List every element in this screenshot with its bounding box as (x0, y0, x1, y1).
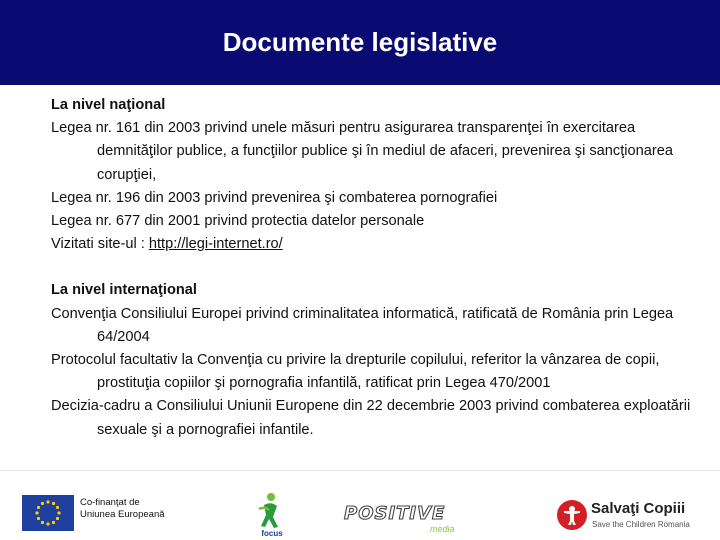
focus-label: focus (261, 529, 283, 538)
visit-line (51, 233, 691, 256)
save-the-children-name: Salvaţi Copiii (591, 500, 686, 517)
eu-caption (80, 497, 190, 521)
visit-text: Vizitati site-ul : (51, 236, 149, 253)
section-gap (51, 256, 691, 279)
positive-media-sub: media (430, 524, 455, 534)
international-item-1: Convenţia Consiliului Europei privind criminalitatea informatică, ratificată de România prin Legea 64/2004 (51, 305, 674, 345)
national-heading: La nivel naţional (51, 97, 166, 113)
footer-divider (0, 470, 720, 471)
save-the-children-tagline: Save the Children Romania (592, 520, 690, 529)
national-item-2: Legea nr. 196 din 2003 privind prevenirea şi combaterea pornografiei (51, 189, 498, 206)
eu-stars-icon (22, 495, 74, 531)
page-title: Documente legislative (222, 27, 498, 57)
eu-flag-icon (22, 495, 74, 531)
international-heading: La nivel internaţional (51, 282, 197, 299)
national-item-1: Legea nr. 161 din 2003 privind unele măsuri pentru asigurarea transparenţei în exercitarea demnităţilor publice, a funcţiilor publice şi în mediul de afaceri, prevenirea şi sancţionarea corupţiei, (51, 120, 673, 183)
legi-internet-link[interactable]: http://legi-internet.ro/ (148, 236, 283, 253)
child-figure-icon (561, 504, 583, 526)
international-item-2: Protocolul facultativ la Convenţia cu privire la drepturile copilului, referitor la vânzarea de copii, prostituţia copiilor şi pornografia infantilă, ratificat prin Legea 470/2001 (51, 352, 660, 392)
title-bar (0, 0, 720, 85)
footer-logos (0, 485, 720, 540)
national-item-3: Legea nr. 677 din 2001 privind protectia datelor personale (51, 213, 425, 230)
eu-caption-line1: Co-finanţat de (80, 497, 140, 508)
eu-caption-line2: Uniunea Europeană (80, 509, 165, 520)
international-item-3: Decizia-cadru a Consiliului Uniunii Europene din 22 decembrie 2003 privind combaterea exploatării sexuale şi a pornografiei infantile. (51, 398, 691, 438)
save-the-children-icon (557, 500, 587, 530)
document-body (51, 94, 691, 442)
positive-media-logo: POSITIVE (344, 503, 446, 524)
